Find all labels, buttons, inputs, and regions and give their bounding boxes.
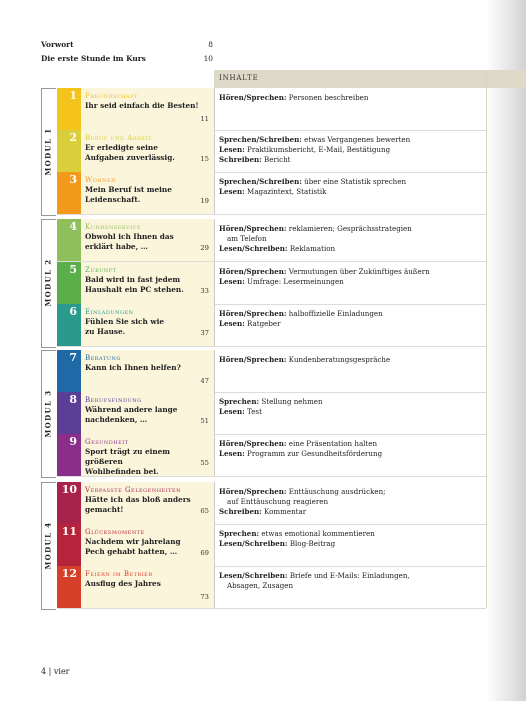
- skill-label: Hören/Sprechen:: [219, 309, 287, 318]
- content-line: [219, 581, 479, 591]
- lesson-content: [219, 571, 479, 591]
- row-separator: [57, 214, 486, 215]
- lesson-page: 55: [200, 459, 209, 467]
- lesson-topic: Wohnen: [85, 176, 117, 184]
- skill-label: Lesen/Schreiben:: [219, 571, 288, 580]
- lesson-title: Bald wird in fast jedem Haushalt ein PC stehen.: [85, 275, 184, 294]
- skill-label: Hören/Sprechen:: [219, 224, 287, 233]
- skill-description: Enttäuschung ausdrücken;: [286, 487, 386, 496]
- lesson-row: [57, 350, 526, 392]
- lesson-row: [57, 566, 526, 608]
- lesson-row: [57, 88, 526, 130]
- content-line: [219, 529, 479, 539]
- lesson-number: 7: [57, 350, 81, 392]
- lesson-row: [57, 219, 526, 261]
- preface-item-title: Vorwort: [41, 40, 74, 49]
- row-separator: [57, 476, 486, 477]
- content-line: [219, 407, 479, 417]
- content-line: [219, 571, 479, 581]
- lesson-content: [219, 439, 479, 459]
- lesson-topic: Beratung: [85, 354, 121, 362]
- skill-label: Hören/Sprechen:: [219, 487, 287, 496]
- lesson-row: [57, 524, 526, 566]
- lesson-title-box: [81, 392, 215, 434]
- contents-header-bar: [214, 70, 526, 88]
- content-line: [219, 319, 479, 329]
- content-line: [219, 93, 479, 103]
- lesson-content: [219, 397, 479, 417]
- lesson-content: [219, 487, 479, 517]
- lesson-number: 10: [57, 482, 81, 524]
- skill-label: Lesen:: [219, 319, 245, 328]
- content-line: [219, 539, 479, 549]
- lesson-number: 1: [57, 88, 81, 130]
- skill-description: über eine Statistik sprechen: [301, 177, 407, 186]
- content-line: [219, 187, 479, 197]
- preface-item-page: 10: [203, 54, 213, 63]
- skill-label: Schreiben:: [219, 507, 262, 516]
- content-line: [219, 234, 479, 244]
- skill-description: Kundenberatungsgespräche: [286, 355, 391, 364]
- module-label-text: MODUL 2: [43, 258, 53, 307]
- skill-label: Lesen:: [219, 449, 245, 458]
- lesson-number: 8: [57, 392, 81, 434]
- lesson-topic: Berufsfindung: [85, 396, 142, 404]
- lesson-number: 9: [57, 434, 81, 476]
- row-separator: [57, 346, 486, 347]
- skill-label: Lesen:: [219, 187, 245, 196]
- lesson-title: Sport trägt zu einem größeren Wohlbefinden bei.: [85, 447, 171, 476]
- skill-label: Lesen:: [219, 407, 245, 416]
- module-label-text: MODUL 3: [43, 388, 53, 438]
- lesson-title-box: [81, 434, 215, 476]
- skill-description: eine Präsentation halten: [286, 439, 378, 448]
- skill-description: am Telefon: [227, 234, 267, 243]
- content-line: [219, 177, 479, 187]
- lesson-row: [57, 262, 526, 304]
- lesson-title-box: [81, 350, 215, 392]
- content-line: [219, 507, 479, 517]
- lesson-topic: Zukunft: [85, 266, 117, 274]
- lesson-topic: Beruf und Arbeit: [85, 134, 152, 142]
- skill-description: Reklamation: [287, 244, 336, 253]
- skill-label: Hören/Sprechen:: [219, 439, 287, 448]
- lesson-title-box: [81, 482, 215, 524]
- content-line: [219, 449, 479, 459]
- skill-description: Personen beschreiben: [286, 93, 369, 102]
- lesson-title-box: [81, 566, 215, 608]
- lesson-content: [219, 93, 479, 103]
- lesson-topic: Glücksmomente: [85, 528, 145, 536]
- lesson-page: 51: [200, 417, 209, 425]
- contents-header-label: INHALTE: [219, 74, 259, 82]
- skill-label: Lesen/Schreiben:: [219, 539, 288, 548]
- preface-item-page: 8: [208, 40, 213, 49]
- lesson-content: [219, 135, 479, 165]
- lesson-number: 4: [57, 219, 81, 261]
- skill-label: Hören/Sprechen:: [219, 267, 287, 276]
- content-line: [219, 309, 479, 319]
- lesson-topic: Gesundheit: [85, 438, 129, 446]
- preface-item: [41, 40, 213, 49]
- lesson-page: 65: [200, 507, 209, 515]
- content-line: [219, 277, 479, 287]
- preface-item: [41, 54, 213, 63]
- skill-description: Vermutungen über Zukünftiges äußern: [286, 267, 430, 276]
- skill-label: Sprechen:: [219, 397, 260, 406]
- lesson-content: [219, 355, 479, 365]
- skill-description: Magazintext, Statistik: [244, 187, 327, 196]
- content-line: [219, 244, 479, 254]
- lesson-title: Obwohl ich Ihnen das erklärt habe, …: [85, 232, 174, 251]
- content-line: [219, 487, 479, 497]
- skill-description: Programm zur Gesundheitsförderung: [244, 449, 383, 458]
- lesson-number: 6: [57, 304, 81, 346]
- lesson-title: Ihr seid einfach die Besten!: [85, 101, 199, 110]
- lesson-page: 29: [200, 244, 209, 252]
- content-line: [219, 267, 479, 277]
- module-label: [42, 350, 54, 476]
- skill-label: Hören/Sprechen:: [219, 355, 287, 364]
- content-line: [219, 135, 479, 145]
- lesson-title-box: [81, 524, 215, 566]
- lesson-topic: Freundschaft: [85, 92, 138, 100]
- skill-description: Stellung nehmen: [259, 397, 323, 406]
- lesson-number: 2: [57, 130, 81, 172]
- skill-label: Sprechen/Schreiben:: [219, 135, 302, 144]
- skill-description: Ratgeber: [244, 319, 281, 328]
- lesson-content: [219, 529, 479, 549]
- skill-label: Sprechen/Schreiben:: [219, 177, 302, 186]
- skill-label: Lesen/Schreiben:: [219, 244, 288, 253]
- lesson-row: [57, 392, 526, 434]
- preface-item-title: Die erste Stunde im Kurs: [41, 54, 146, 63]
- skill-label: Hören/Sprechen:: [219, 93, 287, 102]
- lesson-row: [57, 130, 526, 172]
- lesson-number: 3: [57, 172, 81, 214]
- module-label: [42, 88, 54, 214]
- skill-label: Schreiben:: [219, 155, 262, 164]
- module-label: [42, 219, 54, 346]
- lesson-title-box: [81, 130, 215, 172]
- lesson-page: 73: [200, 593, 209, 601]
- skill-description: Absagen, Zusagen: [227, 581, 294, 590]
- skill-description: Praktikumsbericht, E-Mail, Bestätigung: [244, 145, 391, 154]
- lesson-title-box: [81, 219, 215, 261]
- module-label: [42, 482, 54, 608]
- lesson-title: Ausflug des Jahres: [85, 579, 161, 588]
- lesson-row: [57, 304, 526, 346]
- content-line: [219, 224, 479, 234]
- lesson-number: 5: [57, 262, 81, 304]
- lesson-page: 11: [200, 115, 209, 123]
- skill-description: reklamieren; Gesprächsstrategien: [286, 224, 412, 233]
- lesson-title-box: [81, 88, 215, 130]
- skill-description: auf Enttäuschung reagieren: [227, 497, 329, 506]
- skill-description: etwas Vergangenes bewerten: [301, 135, 411, 144]
- skill-description: etwas emotional kommentieren: [259, 529, 375, 538]
- content-line: [219, 355, 479, 365]
- lesson-row: [57, 434, 526, 476]
- lesson-title-box: [81, 172, 215, 214]
- skill-description: halboffizielle Einladungen: [286, 309, 383, 318]
- content-line: [219, 397, 479, 407]
- lesson-title-box: [81, 304, 215, 346]
- lesson-title: Hätte ich das bloß anders gemacht!: [85, 495, 191, 514]
- lesson-content: [219, 267, 479, 287]
- page-footer: 4 | vier: [41, 667, 70, 676]
- skill-label: Sprechen:: [219, 529, 260, 538]
- skill-description: Briefe und E-Mails: Einladungen,: [287, 571, 410, 580]
- lesson-page: 69: [200, 549, 209, 557]
- lesson-page: 15: [200, 155, 209, 163]
- lesson-content: [219, 177, 479, 197]
- skill-description: Umfrage: Lesermeinungen: [244, 277, 344, 286]
- content-line: [219, 155, 479, 165]
- lesson-page: 33: [200, 287, 209, 295]
- lesson-page: 47: [200, 377, 209, 385]
- skill-label: Lesen:: [219, 277, 245, 286]
- row-separator: [57, 608, 486, 609]
- lesson-title: Während andere lange nachdenken, …: [85, 405, 178, 424]
- lesson-row: [57, 172, 526, 214]
- lesson-content: [219, 309, 479, 329]
- lesson-topic: Feiern im Betrieb: [85, 570, 153, 578]
- module-label-text: MODUL 4: [43, 520, 53, 570]
- lesson-topic: Kundenservice: [85, 223, 142, 231]
- skill-description: Test: [244, 407, 262, 416]
- lesson-title: Kann ich Ihnen helfen?: [85, 363, 181, 372]
- lesson-title-box: [81, 262, 215, 304]
- lesson-title: Mein Beruf ist meine Leidenschaft.: [85, 185, 172, 204]
- lesson-title: Fühlen Sie sich wie zu Hause.: [85, 317, 165, 336]
- lesson-row: [57, 482, 526, 524]
- lesson-number: 11: [57, 524, 81, 566]
- lesson-page: 19: [200, 197, 209, 205]
- skill-description: Bericht: [261, 155, 291, 164]
- module-label-text: MODUL 1: [43, 126, 53, 176]
- content-line: [219, 497, 479, 507]
- lesson-topic: Einladungen: [85, 308, 134, 316]
- lesson-topic: Verpasste Gelegenheiten: [85, 486, 182, 494]
- lesson-number: 12: [57, 566, 81, 608]
- skill-description: Blog-Beitrag: [287, 539, 336, 548]
- content-line: [219, 145, 479, 155]
- skill-description: Kommentar: [261, 507, 307, 516]
- content-line: [219, 439, 479, 449]
- lesson-content: [219, 224, 479, 254]
- lesson-title: Er erledigte seine Aufgaben zuverlässig.: [85, 143, 175, 162]
- lesson-page: 37: [200, 329, 209, 337]
- skill-label: Lesen:: [219, 145, 245, 154]
- lesson-title: Nachdem wir jahrelang Pech gehabt hatten, …: [85, 537, 181, 556]
